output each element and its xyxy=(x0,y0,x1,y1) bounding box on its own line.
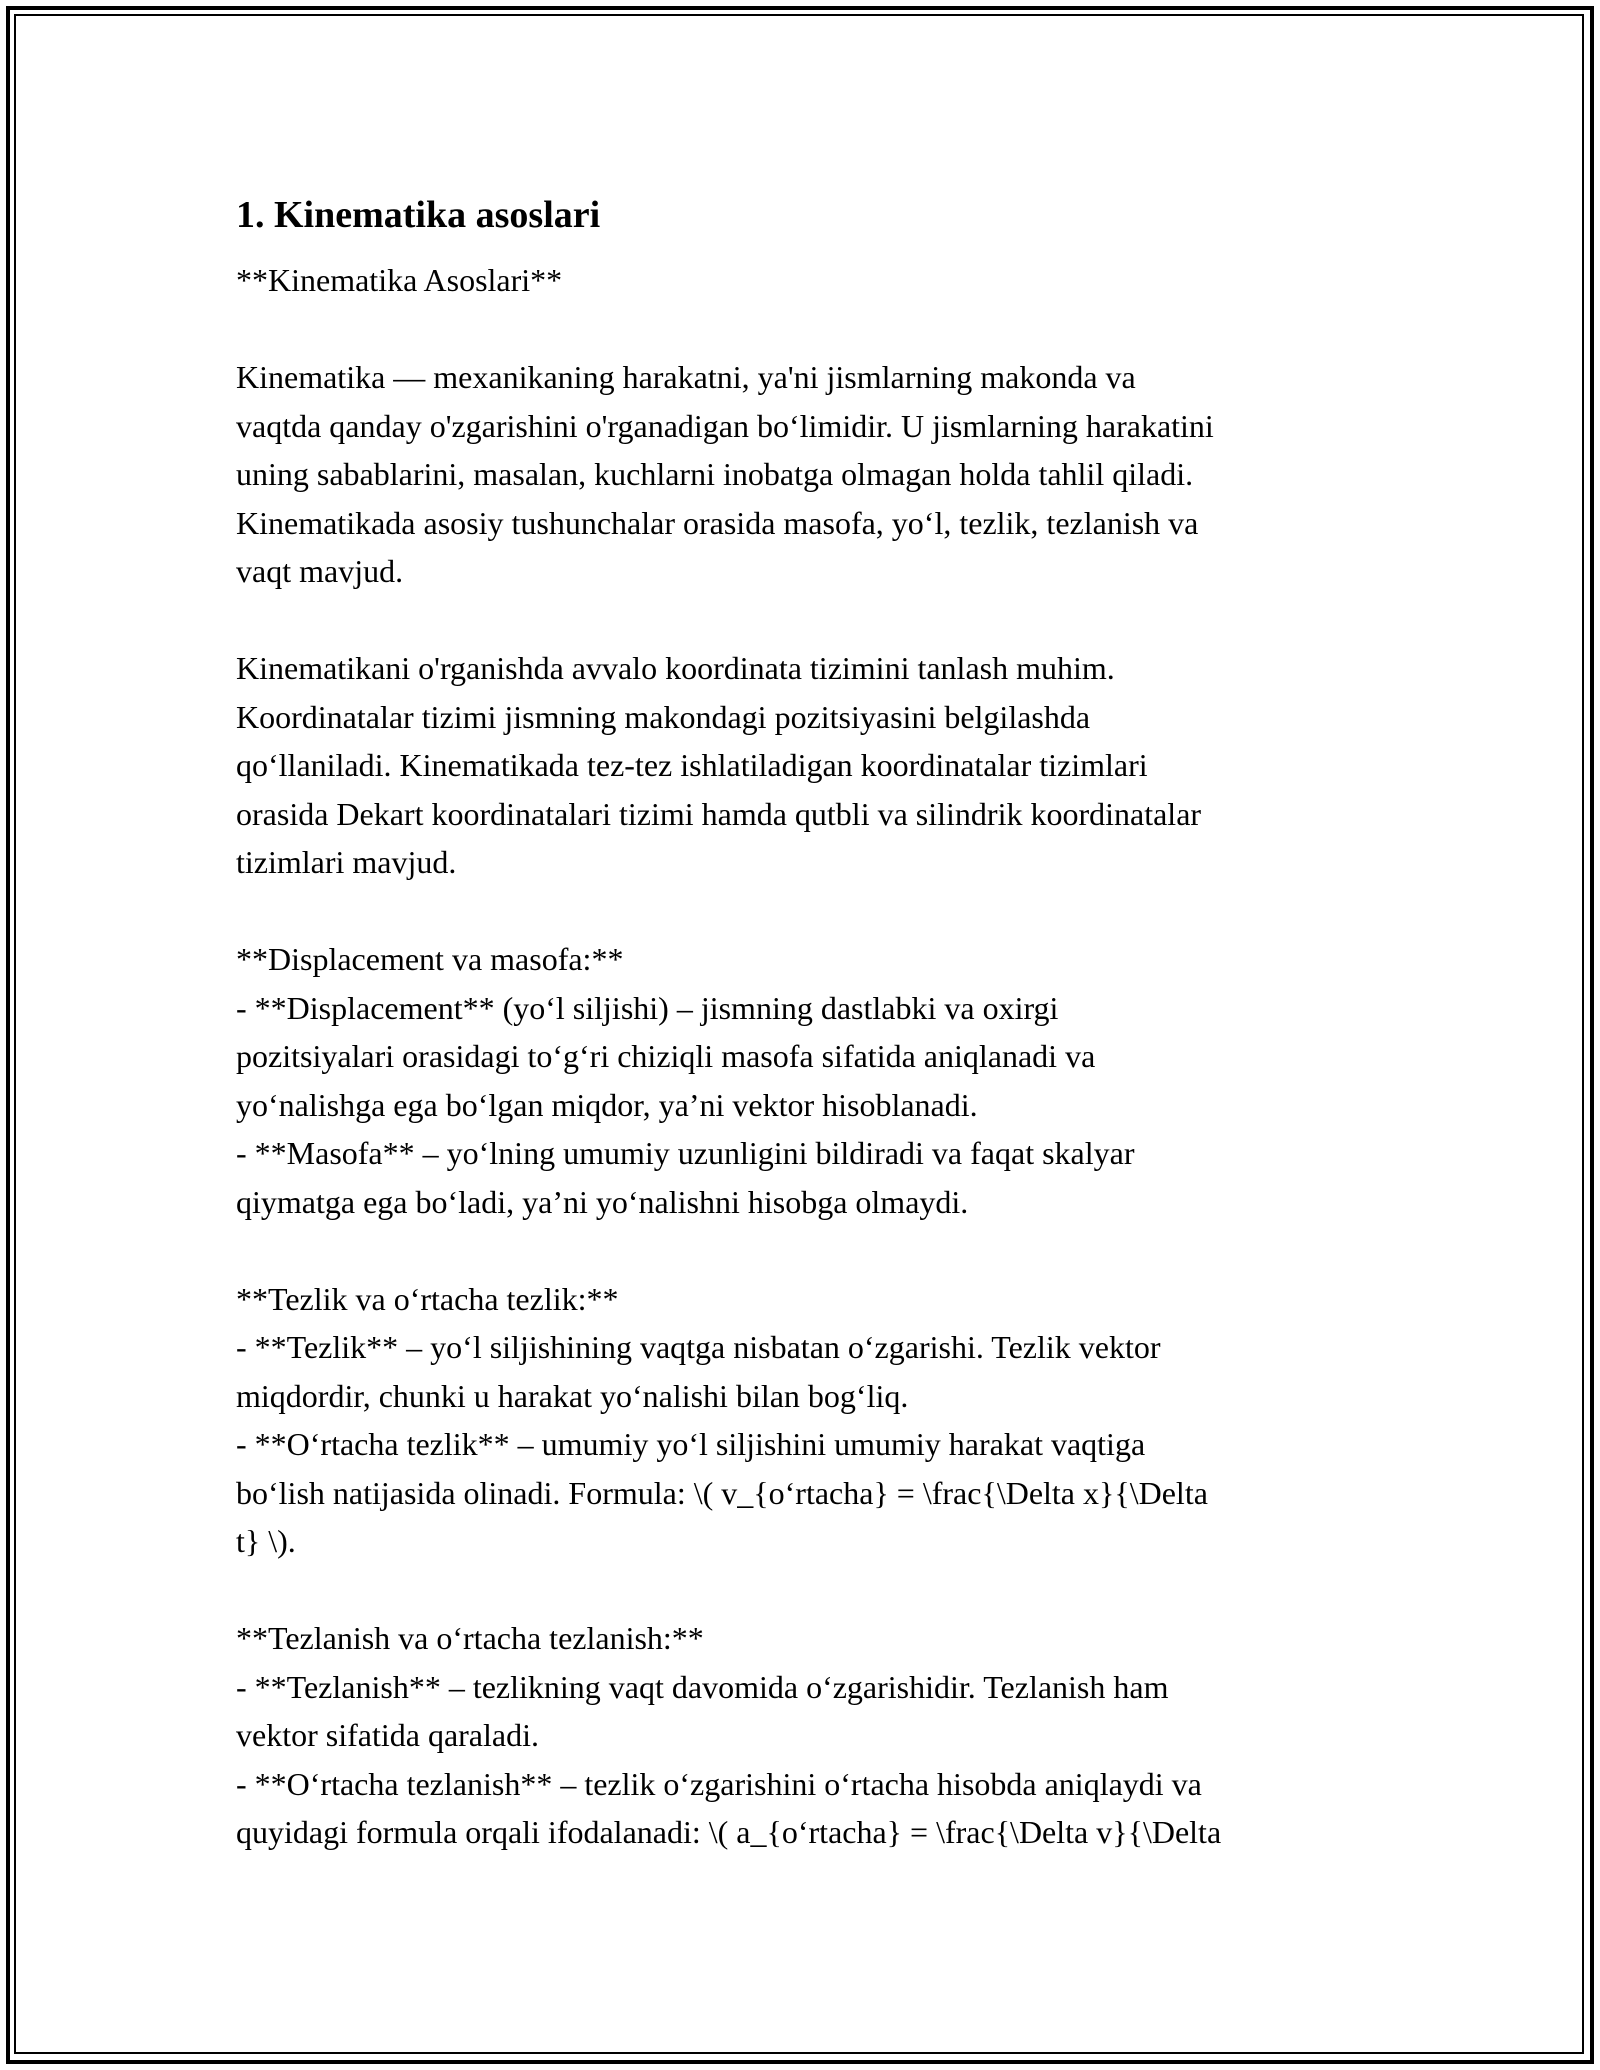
text-line: uning sabablarini, masalan, kuchlarni inobatga olmagan holda tahlil qiladi. xyxy=(236,456,1194,492)
text-line: - **O‘rtacha tezlik** – umumiy yo‘l siljishini umumiy harakat vaqtiga xyxy=(236,1426,1146,1462)
document-body xyxy=(236,256,1366,1857)
text-line: **Displacement va masofa:** xyxy=(236,941,624,977)
text-line: yo‘nalishga ega bo‘lgan miqdor, ya’ni vektor hisoblanadi. xyxy=(236,1086,978,1123)
section-heading: 1. Kinematika asoslari xyxy=(236,194,601,236)
text-line: qo‘llaniladi. Kinematikada tez-tez ishlatiladigan koordinatalar tizimlari xyxy=(236,747,1148,783)
text-line: Kinematikada asosiy tushunchalar orasida masofa, yo‘l, tezlik, tezlanish va xyxy=(236,504,1199,541)
blank-line xyxy=(236,1566,1366,1615)
text-line: **Tezlik va o‘rtacha tezlik:** xyxy=(236,1280,619,1317)
text-line: orasida Dekart koordinatalari tizimi hamda qutbli va silindrik koordinatalar xyxy=(236,795,1202,832)
blank-line xyxy=(236,1226,1366,1275)
blank-line xyxy=(236,596,1366,645)
document-content xyxy=(236,184,1366,1857)
blank-line xyxy=(236,887,1366,936)
text-line: - **O‘rtacha tezlanish** – tezlik o‘zgarishini o‘rtacha hisobda aniqlaydi va xyxy=(236,1765,1202,1802)
text-line: pozitsiyalari orasidagi to‘g‘ri chiziqli masofa sifatida aniqlanadi va xyxy=(236,1038,1096,1074)
text-line: t} \). xyxy=(236,1523,296,1559)
text-line: bo‘lish natijasida olinadi. Formula: \( v_{o‘rtacha} = \frac{\Delta x}{\Delta xyxy=(236,1474,1208,1511)
text-line: tizimlari mavjud. xyxy=(236,844,457,880)
text-line: Kinematikani o'rganishda avvalo koordinata tizimini tanlash muhim. xyxy=(236,650,1115,686)
text-line: - **Tezlanish** – tezlikning vaqt davomida o‘zgarishidir. Tezlanish ham xyxy=(236,1668,1169,1705)
text-line: Kinematika — mexanikaning harakatni, ya'ni jismlarning makonda va xyxy=(236,359,1136,395)
text-line: vaqt mavjud. xyxy=(236,553,404,589)
text-line: vaqtda qanday o'zgarishini o'rganadigan bo‘limidir. U jismlarning harakatini xyxy=(236,407,1214,444)
text-line: Koordinatalar tizimi jismning makondagi pozitsiyasini belgilashda xyxy=(236,698,1091,735)
text-line: quyidagi formula orqali ifodalanadi: \( a_{o‘rtacha} = \frac{\Delta v}{\Delta xyxy=(236,1814,1222,1850)
text-line: qiymatga ega bo‘ladi, ya’ni yo‘nalishni hisobga olmaydi. xyxy=(236,1183,969,1220)
text-line: vektor sifatida qaraladi. xyxy=(236,1717,539,1753)
text-line: miqdordir, chunki u harakat yo‘nalishi bilan bog‘liq. xyxy=(236,1377,909,1414)
text-line: **Kinematika Asoslari** xyxy=(236,262,563,298)
text-line: **Tezlanish va o‘rtacha tezlanish:** xyxy=(236,1620,704,1656)
text-line: - **Tezlik** – yo‘l siljishining vaqtga nisbatan o‘zgarishi. Tezlik vektor xyxy=(236,1329,1161,1365)
blank-line xyxy=(236,305,1366,354)
text-line: - **Masofa** – yo‘lning umumiy uzunligini bildiradi va faqat skalyar xyxy=(236,1135,1135,1171)
text-line: - **Displacement** (yo‘l siljishi) – jismning dastlabki va oxirgi xyxy=(236,989,1059,1026)
